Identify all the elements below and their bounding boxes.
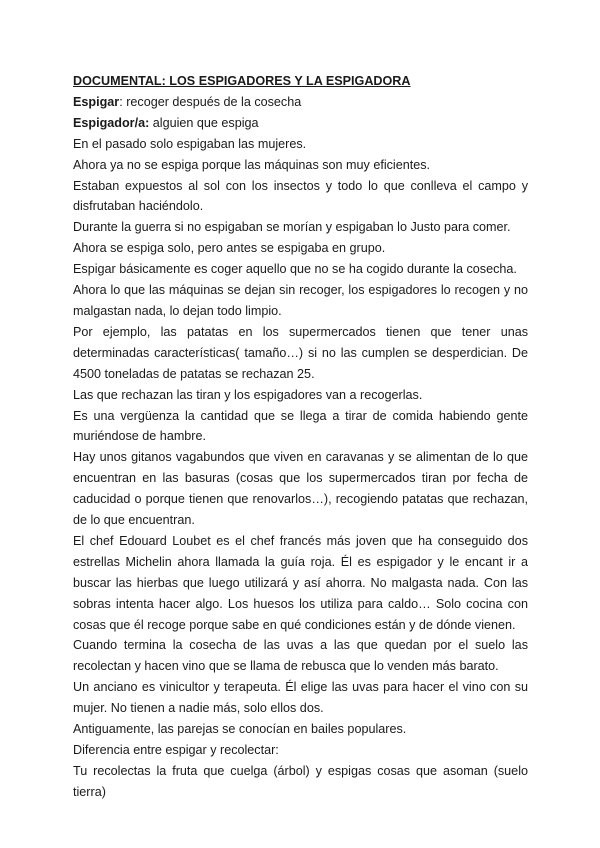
paragraph: Ahora se espiga solo, pero antes se espigaba en grupo. [73, 241, 386, 256]
definition-text: alguien que espiga [149, 115, 259, 130]
paragraph: Espigar básicamente es coger aquello que no se ha cogido durante la cosecha. [73, 262, 517, 277]
paragraph: Por ejemplo, las patatas en los supermercados tienen que tener unas determinadas características( tamaño…) si no las cumplen se desperdician. De 4500 toneladas de patatas se rechazan 25. [73, 324, 528, 381]
paragraph: Cuando termina la cosecha de las uvas a las que quedan por el suelo las recolectan y hacen vino que se llama de rebusca que lo venden más barato. [73, 638, 528, 674]
paragraph: Tu recolectas la fruta que cuelga (árbol) y espigas cosas que asoman (suelo tierra) [73, 763, 528, 799]
paragraph: Diferencia entre espigar y recolectar: [73, 743, 279, 757]
paragraph: El chef Edouard Loubet es el chef francés más joven que ha conseguido dos estrellas Michelin ahora llamada la guía roja. Él es espigador y le encant ir a buscar las hierbas que luego utilizará y así ahorra. No malgasta nada. Con las sobras intenta hacer algo. Los huesos los utiliza para caldo… Solo cocina con cosas que él recoge porque sabe en qué condiciones están y de dónde vienen. [73, 533, 528, 632]
document-title: DOCUMENTAL: LOS ESPIGADORES Y LA ESPIGADORA [73, 74, 411, 88]
definition-espigador [73, 113, 528, 134]
paragraph: En el pasado solo espigaban las mujeres. [73, 136, 307, 151]
paragraph: Ahora ya no se espiga porque las máquinas son muy eficientes. [73, 157, 431, 172]
paragraph: Estaban expuestos al sol con los insectos y todo lo que conlleva el campo y disfrutaban haciéndolo. [73, 178, 528, 214]
definition-text: : recoger después de la cosecha [119, 94, 302, 109]
definition-espigar [73, 92, 528, 113]
paragraph: Durante la guerra si no espigaban se morían y espigaban lo Justo para comer. [73, 220, 511, 235]
paragraph: Hay unos gitanos vagabundos que viven en caravanas y se alimentan de lo que encuentran en las basuras (cosas que los supermercados tiran por fecha de caducidad o porque tienen que renovarlos…), recogiendo patatas que rechazan, de lo que encuentran. [73, 450, 528, 528]
definition-term: Espigar [73, 94, 120, 109]
paragraph: Las que rechazan las tiran y los espigadores van a recogerlas. [73, 387, 423, 402]
paragraph: Antiguamente, las parejas se conocían en bailes populares. [73, 722, 407, 737]
paragraph: Es una vergüenza la cantidad que se llega a tirar de comida habiendo gente muriéndose de hambre. [73, 408, 528, 444]
paragraph: Un anciano es vinicultor y terapeuta. Él elige las uvas para hacer el vino con su mujer. No tienen a nadie más, solo ellos dos. [73, 680, 528, 716]
definition-term: Espigador/a: [73, 115, 150, 130]
document-body [73, 71, 528, 803]
paragraph: Ahora lo que las máquinas se dejan sin recoger, los espigadores lo recogen y no malgastan nada, lo dejan todo limpio. [73, 283, 528, 318]
